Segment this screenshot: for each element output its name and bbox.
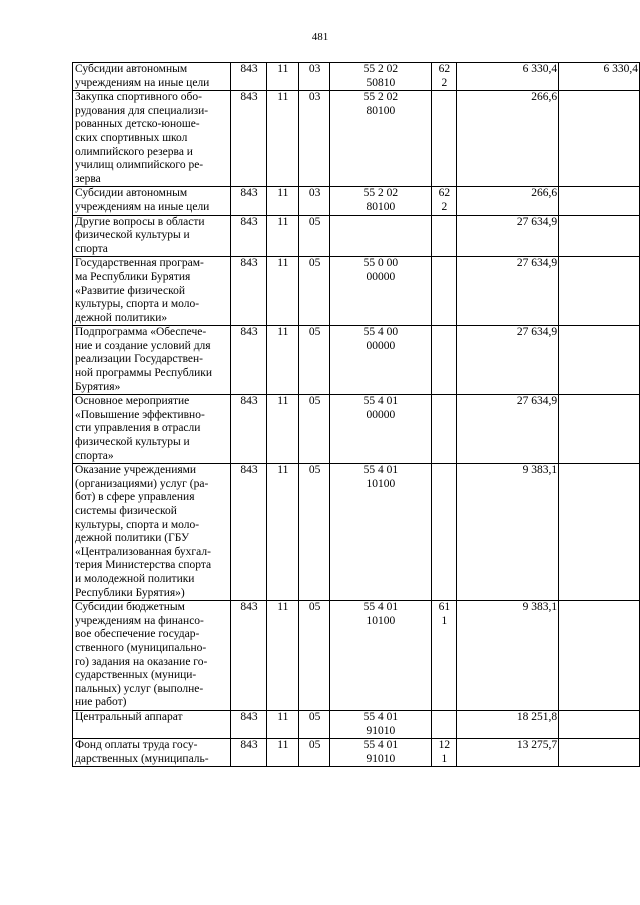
- row-name-cell: Фонд оплаты труда госу- дарственных (муниципаль-: [73, 739, 231, 767]
- row-cs-cell: 55 4 01 91010: [330, 739, 431, 767]
- table-row: [73, 601, 640, 711]
- row-ved-cell: 843: [231, 91, 266, 187]
- row-sum1-cell: 13 275,7: [457, 739, 559, 767]
- table-row: [73, 215, 640, 257]
- budget-table-body: [73, 63, 640, 767]
- row-cs-cell: [330, 215, 431, 257]
- budget-table: [72, 62, 640, 767]
- row-ved-cell: 843: [231, 464, 266, 601]
- row-rz-cell: 11: [266, 187, 298, 215]
- row-sum2-cell: [559, 326, 640, 395]
- row-cs-cell: 55 4 01 10100: [330, 601, 431, 711]
- row-cs-cell: 55 4 01 91010: [330, 710, 431, 738]
- row-rz-cell: 11: [266, 215, 298, 257]
- row-vr-cell: [431, 710, 457, 738]
- row-vr-cell: [431, 91, 457, 187]
- row-cs-cell: 55 2 02 80100: [330, 187, 431, 215]
- row-vr-cell: 62 2: [431, 63, 457, 91]
- row-name-cell: Основное мероприятие «Повышение эффективно- сти управления в отрасли физической культуры и спорта»: [73, 395, 231, 464]
- row-sum2-cell: [559, 395, 640, 464]
- row-rz-cell: 11: [266, 739, 298, 767]
- row-pr-cell: 05: [298, 257, 329, 326]
- row-pr-cell: 03: [298, 91, 329, 187]
- row-sum1-cell: 9 383,1: [457, 464, 559, 601]
- row-vr-cell: [431, 215, 457, 257]
- row-ved-cell: 843: [231, 395, 266, 464]
- table-row: [73, 395, 640, 464]
- row-name-cell: Подпрограмма «Обеспече- ние и создание условий для реализации Государствен- ной программы Республики Бурятия»: [73, 326, 231, 395]
- row-ved-cell: 843: [231, 710, 266, 738]
- row-pr-cell: 05: [298, 601, 329, 711]
- row-sum1-cell: 27 634,9: [457, 215, 559, 257]
- row-rz-cell: 11: [266, 710, 298, 738]
- row-sum2-cell: [559, 710, 640, 738]
- row-sum1-cell: 266,6: [457, 187, 559, 215]
- row-name-cell: Центральный аппарат: [73, 710, 231, 738]
- row-cs-cell: 55 0 00 00000: [330, 257, 431, 326]
- row-pr-cell: 05: [298, 215, 329, 257]
- row-cs-cell: 55 4 01 00000: [330, 395, 431, 464]
- row-sum1-cell: 27 634,9: [457, 326, 559, 395]
- row-sum1-cell: 9 383,1: [457, 601, 559, 711]
- table-row: [73, 710, 640, 738]
- row-vr-cell: [431, 326, 457, 395]
- row-name-cell: Государственная програм- ма Республики Бурятия «Развитие физической культуры, спорта и моло- дежной политики»: [73, 257, 231, 326]
- page-number: 481: [311, 31, 329, 43]
- row-sum2-cell: 6 330,4: [559, 63, 640, 91]
- row-ved-cell: 843: [231, 187, 266, 215]
- row-name-cell: Другие вопросы в области физической культуры и спорта: [73, 215, 231, 257]
- row-vr-cell: 12 1: [431, 739, 457, 767]
- row-pr-cell: 05: [298, 739, 329, 767]
- row-name-cell: Субсидии автономным учреждениям на иные цели: [73, 187, 231, 215]
- row-cs-cell: 55 4 00 00000: [330, 326, 431, 395]
- row-cs-cell: 55 2 02 50810: [330, 63, 431, 91]
- row-cs-cell: 55 2 02 80100: [330, 91, 431, 187]
- table-row: [73, 257, 640, 326]
- row-pr-cell: 05: [298, 710, 329, 738]
- row-vr-cell: [431, 395, 457, 464]
- row-rz-cell: 11: [266, 257, 298, 326]
- row-sum1-cell: 266,6: [457, 91, 559, 187]
- row-sum2-cell: [559, 215, 640, 257]
- row-sum2-cell: [559, 187, 640, 215]
- table-row: [73, 326, 640, 395]
- row-ved-cell: 843: [231, 63, 266, 91]
- row-vr-cell: [431, 464, 457, 601]
- row-ved-cell: 843: [231, 215, 266, 257]
- table-row: [73, 91, 640, 187]
- row-rz-cell: 11: [266, 326, 298, 395]
- row-vr-cell: 61 1: [431, 601, 457, 711]
- row-rz-cell: 11: [266, 601, 298, 711]
- row-pr-cell: 03: [298, 187, 329, 215]
- row-pr-cell: 05: [298, 395, 329, 464]
- table-row: [73, 464, 640, 601]
- row-pr-cell: 05: [298, 326, 329, 395]
- row-rz-cell: 11: [266, 63, 298, 91]
- row-cs-cell: 55 4 01 10100: [330, 464, 431, 601]
- row-rz-cell: 11: [266, 91, 298, 187]
- row-ved-cell: 843: [231, 326, 266, 395]
- row-ved-cell: 843: [231, 739, 266, 767]
- row-vr-cell: [431, 257, 457, 326]
- row-name-cell: Субсидии автономным учреждениям на иные цели: [73, 63, 231, 91]
- table-row: [73, 739, 640, 767]
- row-rz-cell: 11: [266, 395, 298, 464]
- row-sum2-cell: [559, 91, 640, 187]
- row-sum2-cell: [559, 601, 640, 711]
- row-sum1-cell: 18 251,8: [457, 710, 559, 738]
- row-name-cell: Субсидии бюджетным учреждениям на финансо- вое обеспечение государ- ственного (муниципально- го) задания на оказание го- сударственных (муници- пальных) услуг (выполне- ние работ): [73, 601, 231, 711]
- row-sum1-cell: 27 634,9: [457, 395, 559, 464]
- table-row: [73, 187, 640, 215]
- row-name-cell: Закупка спортивного обо- рудования для специализи- рованных детско-юноше- ских спортивных школ олимпийского резерва и училищ олимпийского ре- зерва: [73, 91, 231, 187]
- row-ved-cell: 843: [231, 601, 266, 711]
- row-sum1-cell: 6 330,4: [457, 63, 559, 91]
- row-vr-cell: 62 2: [431, 187, 457, 215]
- row-sum1-cell: 27 634,9: [457, 257, 559, 326]
- row-pr-cell: 05: [298, 464, 329, 601]
- row-name-cell: Оказание учреждениями (организациями) услуг (ра- бот) в сфере управления системы физической культуры, спорта и моло- дежной политики (ГБУ «Централизованная бухгал- терия Министерства спорта и молодежной политики Республики Бурятия»): [73, 464, 231, 601]
- row-ved-cell: 843: [231, 257, 266, 326]
- row-sum2-cell: [559, 257, 640, 326]
- row-sum2-cell: [559, 464, 640, 601]
- row-sum2-cell: [559, 739, 640, 767]
- table-row: [73, 63, 640, 91]
- row-pr-cell: 03: [298, 63, 329, 91]
- row-rz-cell: 11: [266, 464, 298, 601]
